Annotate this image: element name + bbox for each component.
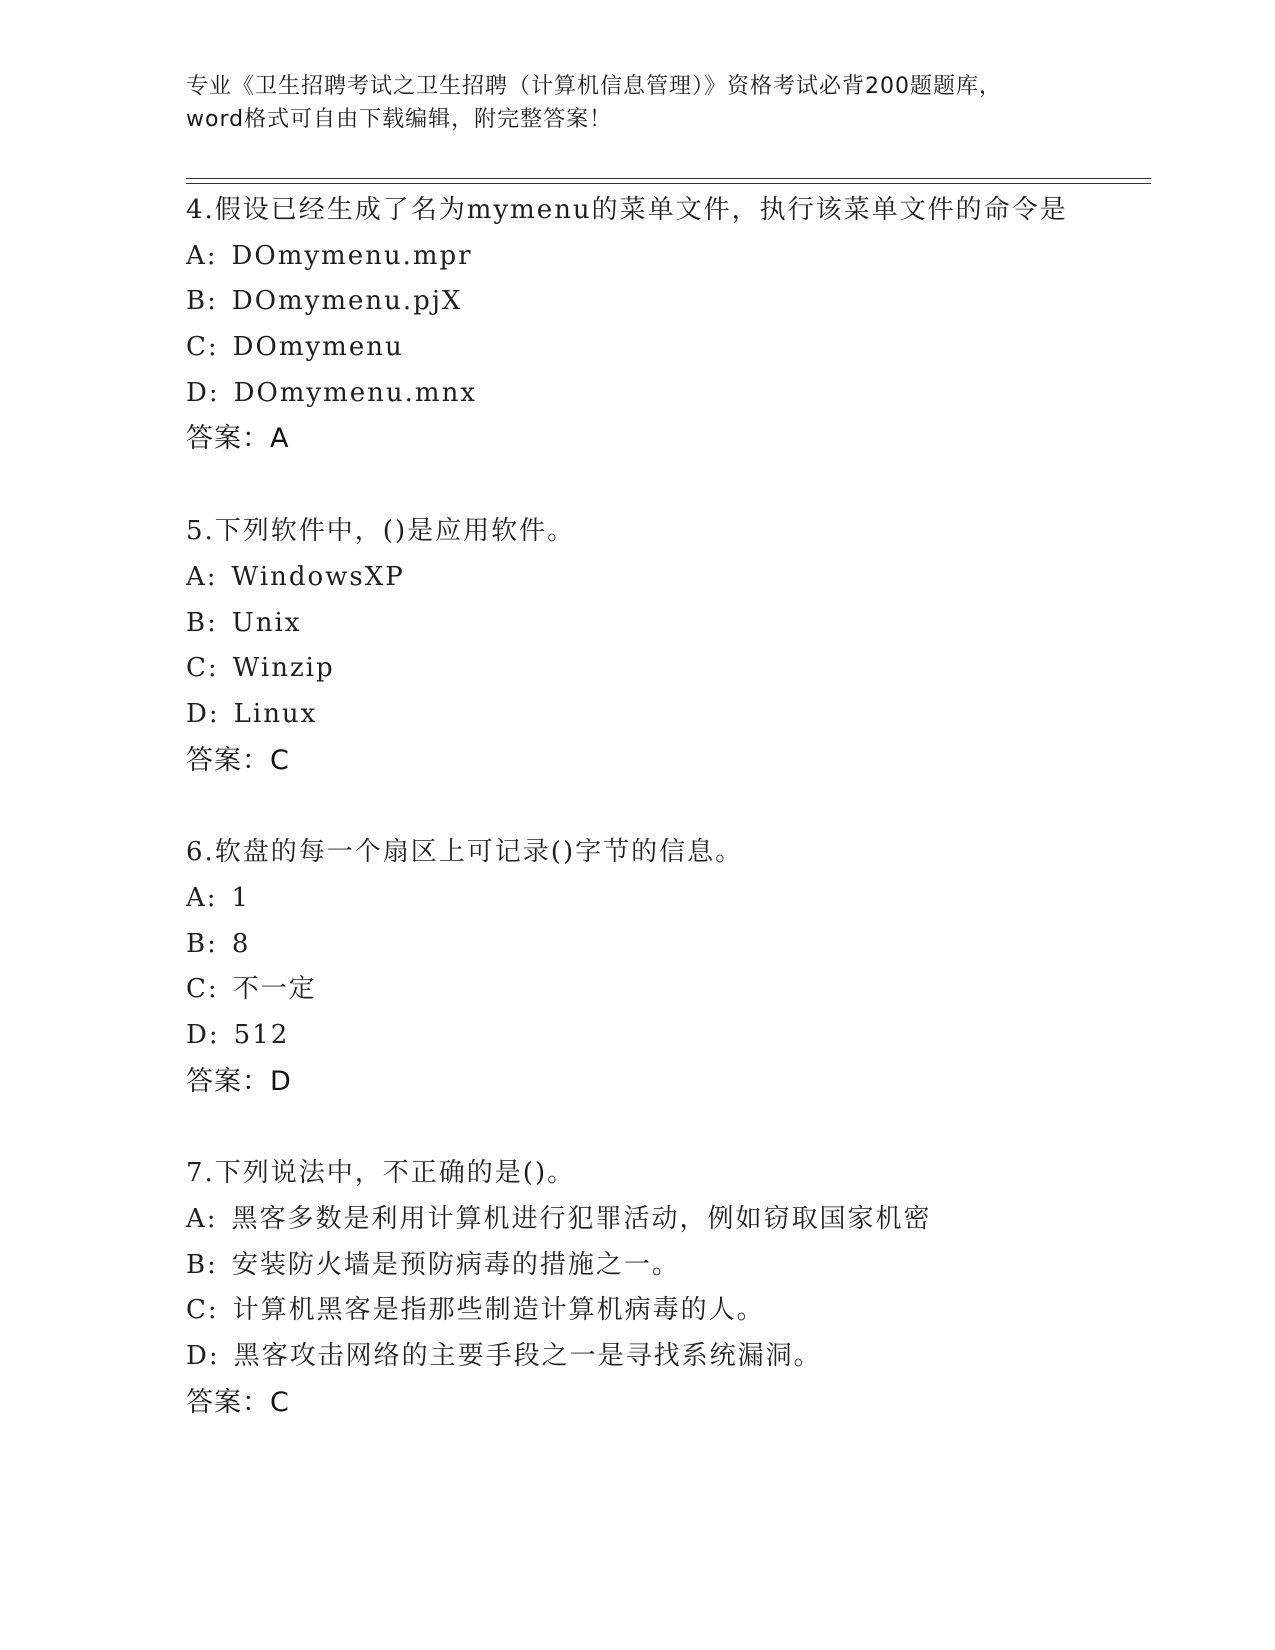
option-letter: B:: [186, 928, 218, 959]
option-text: 512: [233, 1020, 290, 1050]
option-text: DOmymenu.pjX: [231, 286, 463, 317]
option-letter: C:: [186, 332, 219, 363]
option-b: [186, 601, 1151, 647]
option-a: [186, 555, 1151, 601]
header-title-line-2: word格式可自由下载编辑，附完整答案！: [186, 107, 613, 132]
question-stem: 4.假设已经生成了名为mymenu的菜单文件，执行该菜单文件的命令是: [186, 195, 1068, 225]
option-b: [186, 922, 1151, 968]
option-text: 计算机黑客是指那些制造计算机病毒的人。: [232, 1295, 765, 1326]
option-d: [186, 371, 1151, 417]
option-letter: B:: [186, 286, 218, 317]
option-a: [186, 876, 1151, 922]
option-letter: C:: [186, 974, 219, 1005]
option-a: [186, 234, 1151, 280]
option-c: [186, 967, 1151, 1013]
question-stem: 6.软盘的每一个扇区上可记录()字节的信息。: [186, 837, 744, 868]
question-stem: 7.下列说法中，不正确的是()。: [186, 1158, 576, 1189]
option-letter: D:: [186, 377, 220, 408]
option-c: [186, 646, 1151, 692]
option-text: WindowsXP: [231, 561, 405, 592]
option-letter: C:: [186, 653, 219, 684]
option-text: 1: [231, 882, 251, 913]
option-text: DOmymenu: [232, 332, 404, 363]
option-text: Winzip: [232, 653, 335, 684]
option-letter: A:: [186, 882, 218, 913]
option-letter: D:: [186, 1020, 220, 1050]
option-a: [186, 1197, 1151, 1243]
question-4: [186, 188, 1151, 462]
option-text: 不一定: [232, 974, 317, 1005]
option-text: Linux: [233, 698, 318, 729]
header-title-line-1: 专业《卫生招聘考试之卫生招聘（计算机信息管理）》资格考试必背200题题库，: [186, 74, 1002, 99]
option-text: DOmymenu.mnx: [233, 377, 477, 408]
option-text: 黑客多数是利用计算机进行犯罪活动，例如窃取国家机密: [231, 1204, 932, 1235]
document-header: [186, 70, 1086, 136]
option-letter: A:: [186, 240, 218, 271]
option-c: [186, 325, 1151, 371]
header-divider-top: [186, 178, 1151, 179]
option-letter: D:: [186, 698, 220, 729]
answer-label: 答案：D: [186, 1065, 292, 1097]
option-letter: B:: [186, 607, 218, 638]
option-text: 黑客攻击网络的主要手段之一是寻找系统漏洞。: [233, 1341, 822, 1372]
option-letter: C:: [186, 1295, 219, 1326]
question-5: [186, 509, 1151, 783]
option-letter: D:: [186, 1341, 220, 1372]
option-d: [186, 1013, 1151, 1059]
option-text: 安装防火墙是预防病毒的措施之一。: [231, 1249, 680, 1280]
option-letter: B:: [186, 1249, 218, 1280]
option-c: [186, 1288, 1151, 1334]
header-divider-bottom: [186, 183, 1151, 184]
option-b: [186, 279, 1151, 325]
option-b: [186, 1243, 1151, 1289]
option-d: [186, 692, 1151, 738]
answer-label: 答案：C: [186, 1386, 290, 1418]
answer-label: 答案：A: [186, 423, 290, 455]
question-7: [186, 1151, 1151, 1425]
option-letter: A:: [186, 1204, 218, 1235]
option-letter: A:: [186, 561, 218, 592]
option-d: [186, 1334, 1151, 1380]
option-text: 8: [231, 928, 251, 959]
question-stem: 5.下列软件中，()是应用软件。: [186, 516, 576, 547]
question-list: [186, 188, 1151, 1473]
option-text: DOmymenu.mpr: [231, 240, 473, 271]
option-text: Unix: [231, 607, 302, 638]
answer-label: 答案：C: [186, 744, 290, 776]
question-6: [186, 830, 1151, 1104]
